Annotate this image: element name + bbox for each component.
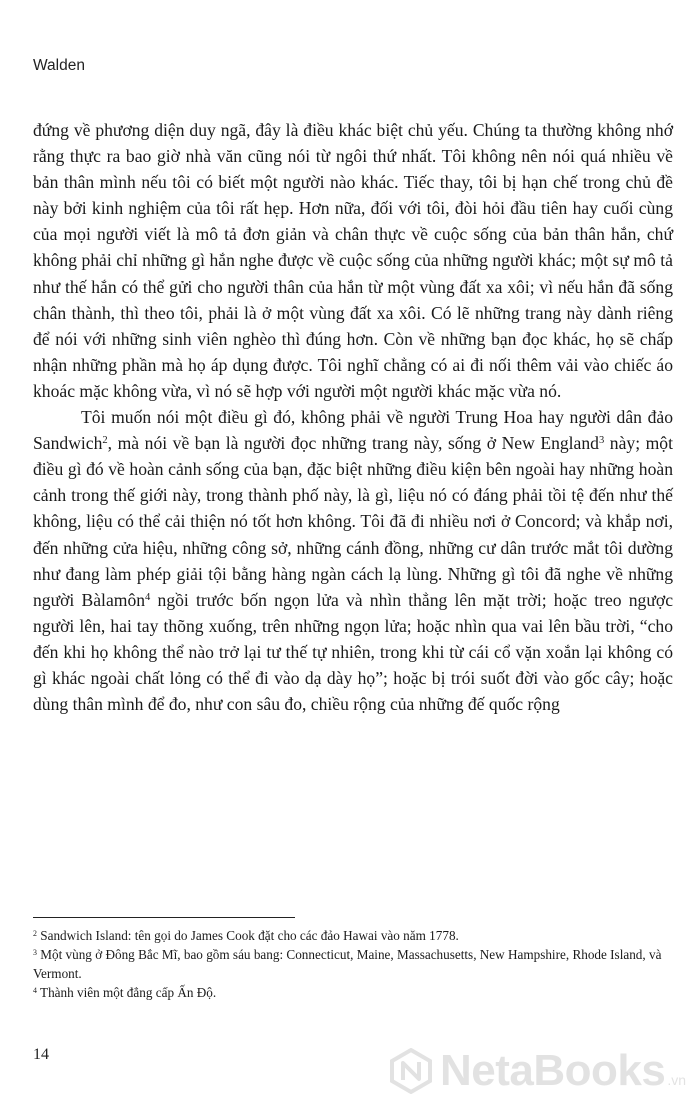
text-segment: ngồi trước bốn ngọn lửa và nhìn thẳng lên mặt trời; hoặc treo ngược người lên, hai tay thõng xuống, trên những ngọn lửa; hoặc nhìn qua vai lên bầu trời, “cho đến khi họ không thể nào trở lại tư thế tự nhiên, trong khi từ cái cổ vặn xoắn lại không có gì khác ngoài chất lỏng có thể đi vào dạ dày họ”; hoặc bị trói suốt đời vào gốc cây; hoặc dùng thân mình để đo, như con sâu đo, chiều rộng của những đế quốc rộng [33,589,673,715]
paragraph: đứng về phương diện duy ngã, đây là điều khác biệt chủ yếu. Chúng ta thường không nhớ rằng thực ra bao giờ nhà văn cũng nói từ ngôi thứ nhất. Tôi không nên nói quá nhiều về bản thân mình nếu tôi có biết một người nào khác. Tiếc thay, tôi bị hạn chế trong chủ đề này bởi kinh nghiệm của tôi rất hẹp. Hơn nữa, đối với tôi, đòi hỏi đầu tiên hay cuối cùng của mọi người viết là mô tả đơn giản và chân thực về cuộc sống của bản thân hắn, chứ không phải chỉ những gì hắn nghe được về cuộc sống của những người khác; một sự mô tả như thế hắn có thể gửi cho người thân của hắn từ một vùng đất xa xôi; vì nếu hắn đã sống chân thành, thì theo tôi, phải là ở một vùng đất xa xôi. Có lẽ những trang này dành riêng để nói với những sinh viên nghèo thì đúng hơn. Còn về những bạn đọc khác, họ sẽ chấp nhận những phần mà họ áp dụng được. Tôi nghĩ chẳng có ai đi nối thêm vải vào chiếc áo khoác mặc không vừa, vì nó sẽ hợp với người một người khác mặc vừa nó. [33,120,673,401]
footnote [33,945,673,983]
watermark-text: NetaBooks [439,1046,666,1095]
footnote-text: Một vùng ở Đông Bắc Mĩ, bao gồm sáu bang: Connecticut, Maine, Massachusetts, New Hampshire, Rhode Island, và Vermont. [33,947,662,981]
footnote-ref: 4 [145,591,151,603]
text-segment: Tôi muốn nói một điều gì đó, không phải về người Trung Hoa hay người dân đảo Sandwich [33,407,673,454]
watermark-suffix: .vn [667,1072,686,1088]
footnote-ref: 3 [598,435,605,447]
page-number: 14 [33,1046,49,1063]
watermark [388,1046,686,1096]
text-segment: , mà nói về bạn là người đọc những trang này, sống ở New England [107,433,599,454]
running-head: Walden [33,57,85,74]
footnotes [33,926,673,1002]
footnote-number: 3 [33,947,37,957]
footnote-ref: 2 [102,435,108,447]
footnote-number: 2 [33,928,37,938]
paragraph [33,404,673,717]
text-segment: này; một điều gì đó về hoàn cảnh sống của bạn, đặc biệt những điều kiện bên ngoài hay những hoàn cảnh trong thế giới này, trong thành phố này, là gì, liệu nó có đáng phải tồi tệ đến như thế không, liệu có thể cải thiện nó tốt hơn không. Tôi đã đi nhiều nơi ở Concord; và khắp nơi, đến những cửa hiệu, những công sở, những cánh đồng, những cư dân trước mắt tôi dường như đang làm phép giải tội bằng hàng ngàn cách lạ lùng. Những gì tôi đã nghe về những người Bàlamôn [33,433,673,610]
netabooks-logo-icon [388,1048,434,1094]
footnote-rule [33,917,295,918]
footnote [33,983,673,1002]
footnote [33,926,673,945]
footnote-number: 4 [33,985,37,995]
body-text [33,117,673,717]
footnote-text: Sandwich Island: tên gọi do James Cook đặt cho các đảo Hawai vào năm 1778. [36,928,459,943]
footnote-text: Thành viên một đẳng cấp Ấn Độ. [36,985,217,1000]
